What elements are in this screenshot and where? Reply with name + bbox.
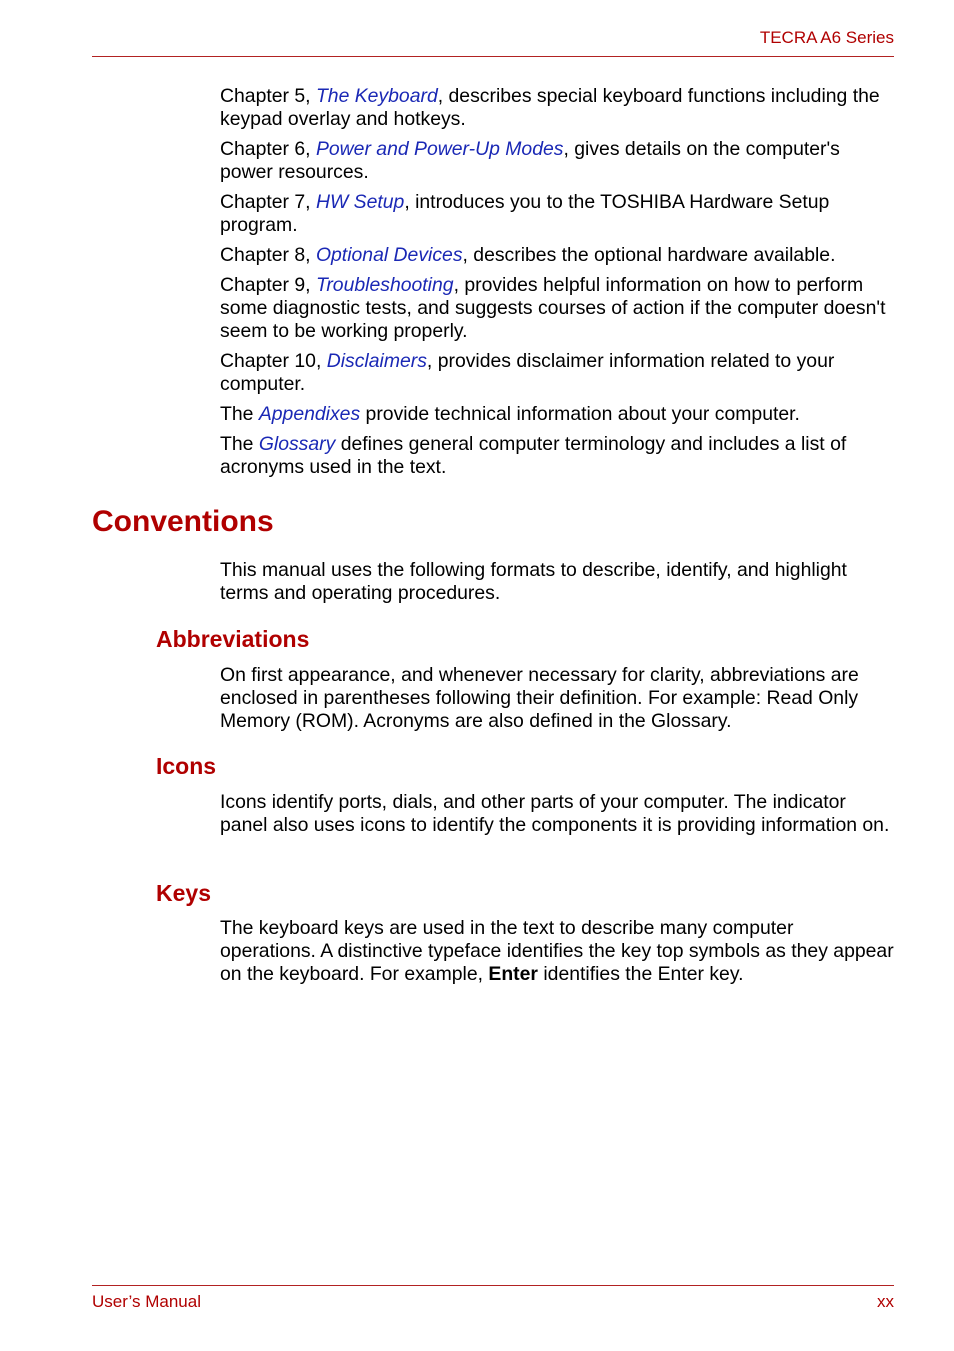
icons-heading: Icons (156, 753, 217, 779)
chapter-6-entry: Chapter 6, Power and Power-Up Modes, gives details on the computer's power resources. (220, 138, 840, 183)
keys-section (220, 917, 894, 986)
chapter-8-entry: Chapter 8, Optional Devices, describes the optional hardware available. (220, 244, 836, 266)
chapter-7-entry: Chapter 7, HW Setup, introduces you to the TOSHIBA Hardware Setup program. (220, 191, 830, 236)
chapter-10-entry: Chapter 10, Disclaimers, provides disclaimer information related to your computer. (220, 350, 835, 395)
link-glossary[interactable]: Glossary (258, 433, 336, 455)
footer-manual-label: User’s Manual (92, 1292, 201, 1311)
glossary-entry: The Glossary defines general computer terminology and includes a list of acronyms used in the text. (220, 433, 847, 478)
chapter-list (220, 85, 894, 479)
icons-section (220, 791, 894, 837)
appendixes-entry: The Appendixes provide technical information about your computer. (220, 403, 800, 425)
conventions-intro (220, 559, 894, 605)
abbreviations-heading: Abbreviations (156, 626, 310, 652)
link-optional-devices[interactable]: Optional Devices (315, 244, 463, 266)
header-title: TECRA A6 Series (759, 28, 894, 47)
footer-page-number: xx (877, 1292, 894, 1311)
page-footer (92, 1285, 894, 1316)
chapter-9-entry: Chapter 9, Troubleshooting, provides helpful information on how to perform some diagnostic tests, and suggests courses of action if the computer doesn't seem to be working properly. (220, 274, 886, 342)
link-appendixes[interactable]: Appendixes (258, 403, 361, 425)
chapter-5-entry: Chapter 5, The Keyboard, describes special keyboard functions including the keypad overlay and hotkeys. (220, 85, 880, 130)
conventions-heading: Conventions (92, 505, 274, 538)
link-power-modes[interactable]: Power and Power-Up Modes (315, 138, 564, 160)
link-hw-setup[interactable]: HW Setup (315, 191, 405, 213)
link-disclaimers[interactable]: Disclaimers (326, 350, 427, 372)
abbreviations-section (220, 664, 894, 733)
icons-text: Icons identify ports, dials, and other parts of your computer. The indicator panel also uses icons to identify the components it is providing information on. (220, 791, 890, 836)
keys-heading: Keys (156, 880, 211, 906)
conventions-intro-text: This manual uses the following formats to describe, identify, and highlight terms and operating procedures. (220, 559, 847, 604)
link-troubleshooting[interactable]: Troubleshooting (315, 274, 454, 296)
key-example-enter: Enter (488, 963, 538, 985)
keys-text: The keyboard keys are used in the text to describe many computer operations. A distinctive typeface identifies the key top symbols as they appear on the keyboard. For example, Enter identifies the Enter key. (220, 917, 894, 985)
page-header (92, 26, 894, 57)
link-the-keyboard[interactable]: The Keyboard (315, 85, 438, 107)
abbreviations-text: On first appearance, and whenever necessary for clarity, abbreviations are enclosed in parentheses following their definition. For example: Read Only Memory (ROM). Acronyms are also defined in the Glossary. (220, 664, 859, 732)
